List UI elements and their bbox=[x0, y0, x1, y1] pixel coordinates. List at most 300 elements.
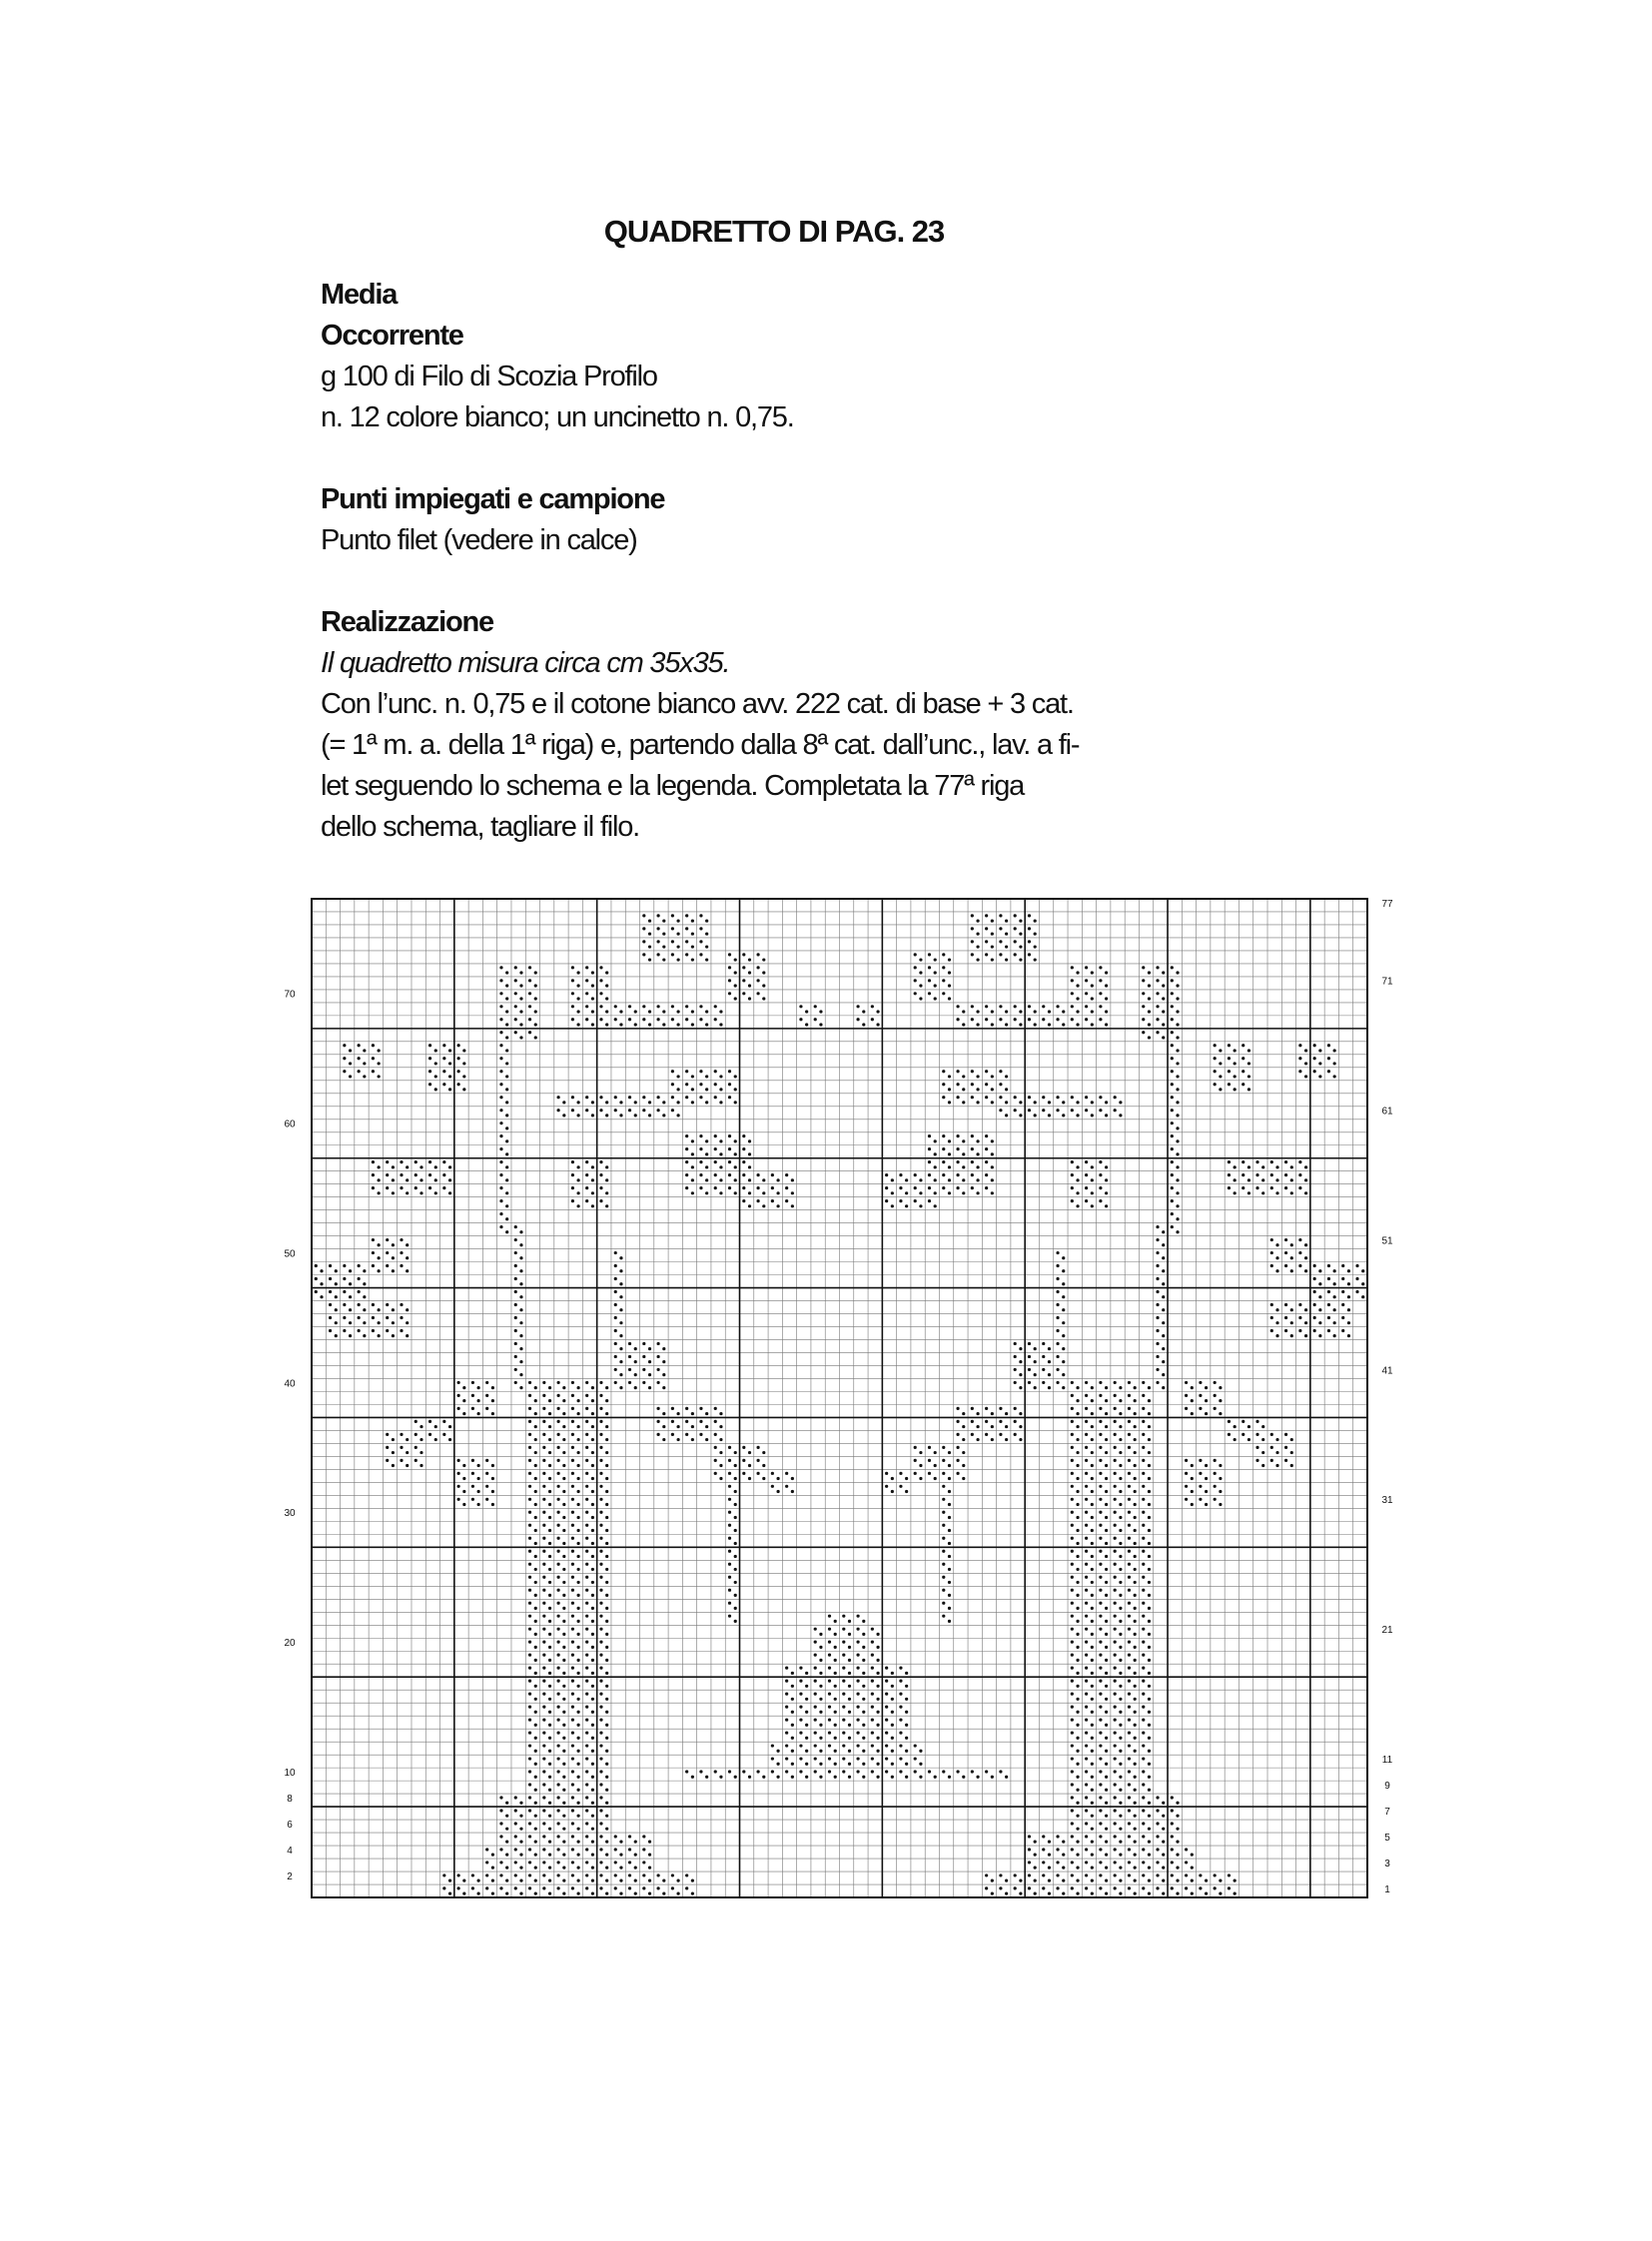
filled-square bbox=[914, 1757, 917, 1760]
filled-square bbox=[776, 1191, 779, 1194]
filled-square bbox=[1142, 1381, 1145, 1384]
filled-square bbox=[948, 1451, 951, 1454]
filled-square bbox=[534, 1892, 537, 1895]
filled-square bbox=[648, 1023, 651, 1026]
filled-square bbox=[557, 1848, 560, 1851]
filled-square bbox=[919, 1776, 922, 1779]
filled-square bbox=[528, 1563, 531, 1566]
filled-square bbox=[1076, 1763, 1079, 1766]
filled-square bbox=[1176, 1879, 1179, 1882]
filled-square bbox=[1099, 1459, 1102, 1462]
filled-square bbox=[562, 1542, 565, 1545]
filled-square bbox=[1128, 1498, 1131, 1501]
filled-square bbox=[1128, 1550, 1131, 1553]
filled-square bbox=[834, 1659, 837, 1662]
filled-square bbox=[1162, 1802, 1165, 1805]
filled-square bbox=[1076, 1529, 1079, 1532]
filled-square bbox=[1234, 1088, 1237, 1091]
filled-square bbox=[534, 1828, 537, 1831]
filled-square bbox=[320, 1269, 323, 1272]
filled-square bbox=[1014, 1109, 1017, 1112]
filled-square bbox=[528, 1589, 531, 1592]
filled-square bbox=[505, 1892, 508, 1895]
filled-square bbox=[562, 1659, 565, 1662]
filled-square bbox=[785, 1667, 788, 1670]
filled-square bbox=[719, 1075, 722, 1078]
filled-square bbox=[534, 1386, 537, 1389]
filled-square bbox=[557, 1602, 560, 1605]
filled-square bbox=[1091, 1023, 1094, 1026]
filled-square bbox=[599, 1537, 602, 1540]
filled-square bbox=[1119, 1620, 1122, 1623]
filled-square bbox=[1076, 1438, 1079, 1441]
filled-square bbox=[1205, 1490, 1208, 1493]
filled-square bbox=[1005, 945, 1008, 948]
filled-square bbox=[1071, 1459, 1074, 1462]
filled-square bbox=[562, 1867, 565, 1869]
filled-square bbox=[1219, 1062, 1222, 1065]
filled-square bbox=[1156, 1809, 1159, 1812]
filled-square bbox=[462, 1503, 465, 1506]
filled-square bbox=[519, 1828, 522, 1831]
filled-square bbox=[528, 1848, 531, 1851]
filled-square bbox=[1105, 1529, 1108, 1532]
filled-square bbox=[848, 1620, 851, 1623]
filled-square bbox=[1085, 1446, 1088, 1449]
filled-square bbox=[571, 1848, 574, 1851]
filled-square bbox=[514, 1238, 517, 1241]
filled-square bbox=[928, 1160, 931, 1163]
filled-square bbox=[499, 1109, 502, 1112]
filled-square bbox=[562, 1451, 565, 1454]
filled-square bbox=[676, 1412, 679, 1415]
filled-square bbox=[1085, 1407, 1088, 1410]
filled-square bbox=[329, 1277, 332, 1280]
filled-square bbox=[1076, 1633, 1079, 1636]
filled-square bbox=[734, 1490, 737, 1493]
filled-square bbox=[585, 1757, 588, 1760]
filled-square bbox=[705, 1139, 708, 1142]
filled-square bbox=[548, 1399, 551, 1402]
filled-square bbox=[1255, 1433, 1258, 1436]
filled-square bbox=[956, 1147, 959, 1150]
filled-square bbox=[1134, 1879, 1137, 1882]
filled-square bbox=[605, 1828, 608, 1831]
filled-square bbox=[557, 1537, 560, 1540]
filled-square bbox=[1114, 1407, 1117, 1410]
filled-square bbox=[1171, 1160, 1174, 1163]
filled-square bbox=[676, 945, 679, 948]
filled-square bbox=[1176, 1802, 1179, 1805]
filled-square bbox=[1134, 1841, 1137, 1844]
filled-square bbox=[948, 1542, 951, 1545]
filled-square bbox=[548, 1620, 551, 1623]
filled-square bbox=[1062, 1010, 1065, 1013]
filled-square bbox=[1241, 1044, 1244, 1047]
filled-square bbox=[1091, 1763, 1094, 1766]
filled-square bbox=[378, 1191, 381, 1194]
filled-square bbox=[942, 1186, 945, 1189]
filled-square bbox=[335, 1321, 338, 1324]
filled-square bbox=[591, 1555, 594, 1558]
filled-square bbox=[619, 1114, 622, 1117]
filled-square bbox=[519, 1256, 522, 1259]
filled-square bbox=[1347, 1295, 1350, 1298]
filled-square bbox=[1176, 984, 1179, 987]
filled-square bbox=[585, 1705, 588, 1708]
filled-square bbox=[805, 1776, 808, 1779]
filled-square bbox=[662, 1360, 665, 1363]
filled-square bbox=[548, 1711, 551, 1714]
filled-square bbox=[699, 1147, 702, 1150]
filled-square bbox=[648, 1841, 651, 1844]
filled-square bbox=[785, 1680, 788, 1683]
filled-square bbox=[1275, 1178, 1278, 1181]
filled-square bbox=[1148, 1464, 1151, 1467]
filled-square bbox=[1191, 1464, 1194, 1467]
filled-square bbox=[934, 1464, 937, 1467]
filled-square bbox=[557, 1835, 560, 1838]
filled-square bbox=[1019, 1438, 1022, 1441]
filled-square bbox=[1085, 1550, 1088, 1553]
filled-square bbox=[599, 1005, 602, 1008]
filled-square bbox=[1176, 1126, 1179, 1129]
filled-square bbox=[928, 979, 931, 982]
filled-square bbox=[1014, 914, 1017, 917]
filled-square bbox=[1284, 1303, 1287, 1306]
filled-square bbox=[372, 1316, 375, 1319]
filled-square bbox=[671, 1433, 674, 1436]
filled-square bbox=[1005, 1425, 1008, 1428]
filled-square bbox=[577, 1685, 580, 1688]
filled-square bbox=[514, 1316, 517, 1319]
filled-square bbox=[976, 1425, 979, 1428]
filled-square bbox=[819, 1646, 822, 1649]
filled-square bbox=[1142, 1783, 1145, 1786]
filled-square bbox=[691, 1088, 694, 1091]
filled-square bbox=[1219, 1503, 1222, 1506]
filled-square bbox=[1034, 1854, 1037, 1857]
filled-square bbox=[699, 1005, 702, 1008]
filled-square bbox=[378, 1178, 381, 1181]
filled-square bbox=[1076, 1867, 1079, 1869]
filled-square bbox=[985, 1407, 988, 1410]
filled-square bbox=[1019, 1425, 1022, 1428]
filled-square bbox=[343, 1316, 346, 1319]
filled-square bbox=[614, 1251, 617, 1254]
filled-square bbox=[343, 1290, 346, 1293]
filled-square bbox=[434, 1049, 437, 1052]
filled-square bbox=[642, 1096, 645, 1099]
filled-square bbox=[1099, 1654, 1102, 1657]
filled-square bbox=[771, 1485, 774, 1488]
filled-square bbox=[791, 1698, 794, 1701]
filled-square bbox=[1148, 1802, 1151, 1805]
filled-square bbox=[685, 1407, 688, 1410]
filled-square bbox=[562, 1581, 565, 1584]
filled-square bbox=[948, 958, 951, 961]
filled-square bbox=[406, 1165, 409, 1168]
filled-square bbox=[505, 1126, 508, 1129]
filled-square bbox=[548, 1724, 551, 1727]
filled-square bbox=[378, 1049, 381, 1052]
filled-square bbox=[942, 1485, 945, 1488]
filled-square bbox=[948, 1555, 951, 1558]
filled-square bbox=[1114, 1498, 1117, 1501]
filled-square bbox=[791, 1477, 794, 1480]
filled-square bbox=[571, 1705, 574, 1708]
filled-square bbox=[891, 1672, 894, 1675]
filled-square bbox=[1099, 992, 1102, 995]
filled-square bbox=[948, 1516, 951, 1519]
filled-square bbox=[785, 1472, 788, 1475]
filled-square bbox=[642, 1109, 645, 1112]
filled-square bbox=[742, 1160, 745, 1163]
filled-square bbox=[505, 1191, 508, 1194]
filled-square bbox=[685, 1886, 688, 1889]
filled-square bbox=[934, 971, 937, 974]
filled-square bbox=[985, 1083, 988, 1086]
filled-square bbox=[562, 1529, 565, 1532]
filled-square bbox=[1156, 1848, 1159, 1851]
filled-square bbox=[999, 940, 1002, 943]
filled-square bbox=[585, 1472, 588, 1475]
filled-square bbox=[1071, 1511, 1074, 1514]
filled-square bbox=[343, 1303, 346, 1306]
filled-square bbox=[1228, 1057, 1231, 1060]
filled-square bbox=[1304, 1269, 1307, 1272]
filled-square bbox=[614, 1005, 617, 1008]
filled-square bbox=[562, 1399, 565, 1402]
filled-square bbox=[928, 953, 931, 956]
filled-square bbox=[457, 1394, 460, 1397]
filled-square bbox=[1142, 1018, 1145, 1021]
filled-square bbox=[1134, 1477, 1137, 1480]
filled-square bbox=[1114, 1537, 1117, 1540]
filled-square bbox=[1205, 1503, 1208, 1506]
filled-square bbox=[1219, 1477, 1222, 1480]
filled-square bbox=[1255, 1186, 1258, 1189]
filled-square bbox=[1119, 1594, 1122, 1597]
filled-square bbox=[605, 1620, 608, 1623]
filled-square bbox=[591, 1542, 594, 1545]
filled-square bbox=[614, 1861, 617, 1864]
filled-square bbox=[378, 1269, 381, 1272]
filled-square bbox=[1219, 1892, 1222, 1895]
filled-square bbox=[976, 932, 979, 935]
filled-square bbox=[1114, 1796, 1117, 1799]
filled-square bbox=[591, 1477, 594, 1480]
filled-square bbox=[1114, 1109, 1117, 1112]
filled-square bbox=[577, 1815, 580, 1818]
filled-square bbox=[871, 1018, 874, 1021]
filled-square bbox=[976, 919, 979, 922]
filled-square bbox=[477, 1386, 480, 1389]
filled-square bbox=[1275, 1334, 1278, 1337]
filled-square bbox=[335, 1269, 338, 1272]
filled-square bbox=[363, 1049, 366, 1052]
filled-square bbox=[1134, 1607, 1137, 1610]
filled-square bbox=[585, 1550, 588, 1553]
filled-square bbox=[1091, 1399, 1094, 1402]
filled-square bbox=[1091, 984, 1094, 987]
filled-square bbox=[591, 1879, 594, 1882]
filled-square bbox=[942, 1096, 945, 1099]
filled-square bbox=[1142, 1459, 1145, 1462]
filled-square bbox=[585, 979, 588, 982]
filled-square bbox=[1228, 1886, 1231, 1889]
filled-square bbox=[599, 1563, 602, 1566]
filled-square bbox=[1228, 1070, 1231, 1073]
filled-square bbox=[585, 1096, 588, 1099]
filled-square bbox=[542, 1744, 545, 1747]
filled-square bbox=[1105, 1802, 1108, 1805]
filled-square bbox=[1304, 1334, 1307, 1337]
filled-square bbox=[1142, 1498, 1145, 1501]
filled-square bbox=[1148, 1425, 1151, 1428]
filled-square bbox=[819, 1023, 822, 1026]
filled-square bbox=[834, 1763, 837, 1766]
filled-square bbox=[1105, 1879, 1108, 1882]
filled-square bbox=[719, 1412, 722, 1415]
filled-square bbox=[499, 1861, 502, 1864]
filled-square bbox=[805, 1698, 808, 1701]
filled-square bbox=[605, 1464, 608, 1467]
filled-square bbox=[1071, 1654, 1074, 1657]
filled-square bbox=[1099, 1628, 1102, 1631]
filled-square bbox=[471, 1886, 474, 1889]
filled-square bbox=[605, 1451, 608, 1454]
filled-square bbox=[1255, 1459, 1258, 1462]
filled-square bbox=[499, 992, 502, 995]
filled-square bbox=[762, 1477, 765, 1480]
filled-square bbox=[971, 1433, 974, 1436]
filled-square bbox=[406, 1243, 409, 1246]
filled-square bbox=[505, 1879, 508, 1882]
filled-square bbox=[599, 1693, 602, 1696]
filled-square bbox=[499, 1018, 502, 1021]
filled-square bbox=[1076, 1607, 1079, 1610]
filled-square bbox=[891, 1178, 894, 1181]
filled-square bbox=[534, 1503, 537, 1506]
filled-square bbox=[1076, 1854, 1079, 1857]
filled-square bbox=[834, 1646, 837, 1649]
filled-square bbox=[1171, 1186, 1174, 1189]
filled-square bbox=[619, 1867, 622, 1869]
filled-square bbox=[1091, 1659, 1094, 1662]
filled-square bbox=[1176, 1204, 1179, 1207]
filled-square bbox=[1327, 1057, 1330, 1060]
filled-square bbox=[948, 1594, 951, 1597]
filled-square bbox=[585, 1381, 588, 1384]
filled-square bbox=[571, 1524, 574, 1527]
filled-square bbox=[1091, 1685, 1094, 1688]
filled-square bbox=[1176, 997, 1179, 1000]
filled-square bbox=[499, 1822, 502, 1825]
filled-square bbox=[642, 914, 645, 917]
filled-square bbox=[1114, 1602, 1117, 1605]
filled-square bbox=[1085, 1757, 1088, 1760]
filled-square bbox=[599, 1199, 602, 1202]
filled-square bbox=[1128, 1628, 1131, 1631]
filled-square bbox=[419, 1165, 422, 1168]
filled-square bbox=[577, 1607, 580, 1610]
filled-square bbox=[534, 1581, 537, 1584]
filled-square bbox=[948, 1165, 951, 1168]
filled-square bbox=[534, 1685, 537, 1688]
filled-square bbox=[428, 1186, 431, 1189]
filled-square bbox=[1176, 971, 1179, 974]
filled-square bbox=[728, 1147, 731, 1150]
filled-square bbox=[1275, 1256, 1278, 1259]
filled-square bbox=[1185, 1498, 1188, 1501]
filled-square bbox=[1148, 1763, 1151, 1766]
filled-square bbox=[1114, 1381, 1117, 1384]
filled-square bbox=[1076, 1101, 1079, 1104]
filled-square bbox=[1105, 984, 1108, 987]
execution-line: Con l’unc. n. 0,75 e il cotone bianco avv. 222 cat. di base + 3 cat. bbox=[321, 688, 1074, 720]
filled-square bbox=[785, 1199, 788, 1202]
filled-square bbox=[714, 1770, 717, 1773]
filled-square bbox=[400, 1316, 403, 1319]
filled-square bbox=[862, 1672, 865, 1675]
filled-square bbox=[477, 1412, 480, 1415]
filled-square bbox=[962, 1438, 965, 1441]
filled-square bbox=[462, 1075, 465, 1078]
filled-square bbox=[1171, 1044, 1174, 1047]
filled-square bbox=[1114, 1809, 1117, 1812]
filled-square bbox=[599, 1394, 602, 1397]
filled-square bbox=[528, 1705, 531, 1708]
filled-square bbox=[548, 1854, 551, 1857]
filled-square bbox=[392, 1321, 395, 1324]
filled-square bbox=[1171, 1861, 1174, 1864]
filled-square bbox=[1185, 1407, 1188, 1410]
filled-square bbox=[799, 1705, 802, 1708]
filled-square bbox=[662, 1879, 665, 1882]
filled-square bbox=[1341, 1303, 1344, 1306]
filled-square bbox=[1128, 1861, 1131, 1864]
filled-square bbox=[842, 1654, 845, 1657]
filled-square bbox=[1241, 1186, 1244, 1189]
filled-square bbox=[1085, 1744, 1088, 1747]
filled-square bbox=[1171, 992, 1174, 995]
filled-square bbox=[1128, 1667, 1131, 1670]
filled-square bbox=[928, 1199, 931, 1202]
filled-square bbox=[676, 1438, 679, 1441]
filled-square bbox=[771, 1744, 774, 1747]
filled-square bbox=[742, 1147, 745, 1150]
filled-square bbox=[1119, 1711, 1122, 1714]
filled-square bbox=[1134, 1854, 1137, 1857]
filled-square bbox=[1347, 1282, 1350, 1285]
filled-square bbox=[919, 1750, 922, 1753]
filled-square bbox=[1048, 1854, 1051, 1857]
filled-square bbox=[1219, 1088, 1222, 1091]
filled-square bbox=[599, 1835, 602, 1838]
filled-square bbox=[1105, 1698, 1108, 1701]
filled-square bbox=[1290, 1451, 1293, 1454]
filled-square bbox=[1176, 1101, 1179, 1104]
filled-square bbox=[571, 1433, 574, 1436]
filled-square bbox=[1134, 1750, 1137, 1753]
filled-square bbox=[1048, 1010, 1051, 1013]
filled-square bbox=[542, 1809, 545, 1812]
filled-square bbox=[1241, 1173, 1244, 1176]
filled-square bbox=[1219, 1386, 1222, 1389]
filled-square bbox=[928, 966, 931, 969]
filled-square bbox=[514, 1277, 517, 1280]
